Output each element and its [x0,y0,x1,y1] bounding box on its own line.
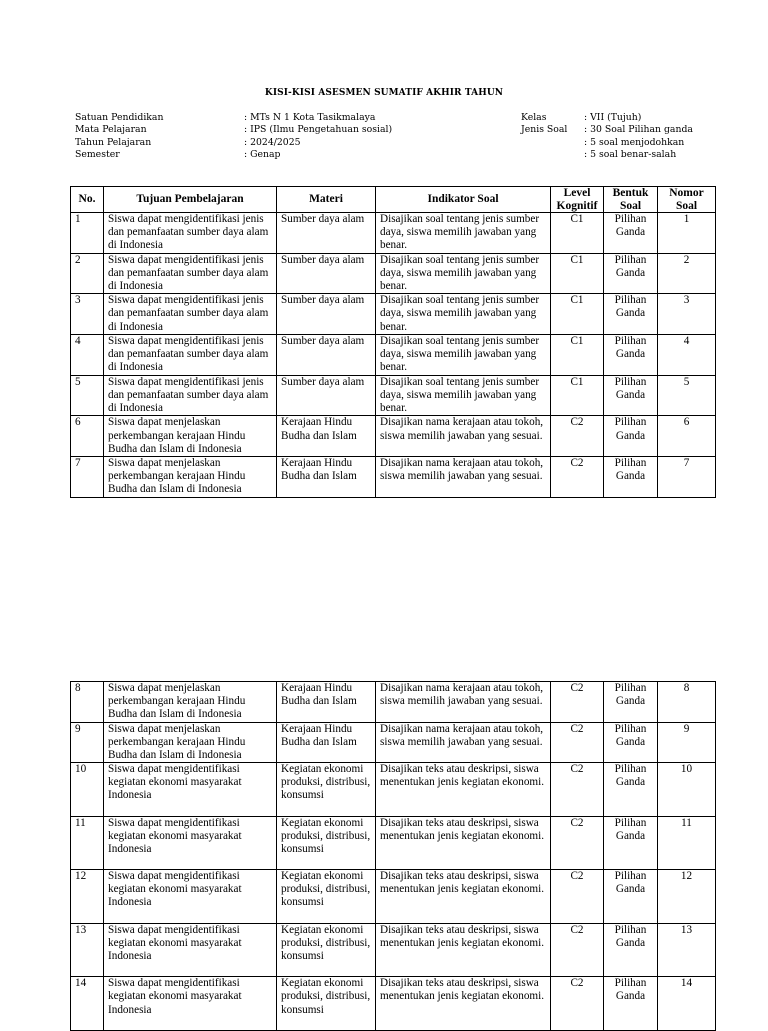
cell-materi: Kegiatan ekonomi produksi, distribusi, konsumsi [277,977,376,1031]
cell-level: C1 [551,375,604,416]
cell-indikator: Disajikan nama kerajaan atau tokoh, siswa memilih jawaban yang sesuai. [376,722,551,763]
cell-level: C1 [551,213,604,254]
cell-level: C2 [551,870,604,924]
cell-tujuan: Siswa dapat mengidentifikasi kegiatan ekonomi masyarakat Indonesia [104,763,277,817]
document-title: KISI-KISI ASESMEN SUMATIF AKHIR TAHUN [264,88,504,98]
header-indikator: Indikator Soal [376,187,551,213]
cell-no: 3 [71,294,104,335]
header-no: No. [71,187,104,213]
cell-tujuan: Siswa dapat mengidentifikasi jenis dan pemanfaatan sumber daya alam di Indonesia [104,375,277,416]
cell-indikator: Disajikan soal tentang jenis sumber daya, siswa memilih jawaban yang benar. [376,294,551,335]
cell-nomor: 5 [658,375,716,416]
cell-tujuan: Siswa dapat mengidentifikasi kegiatan ekonomi masyarakat Indonesia [104,923,277,977]
table-row [71,416,716,457]
kisi-kisi-table [70,186,716,498]
meta-value: : 2024/2025 [244,136,301,148]
meta-value: : 5 soal benar-salah [584,149,677,161]
meta-label: Jenis Soal [521,124,568,136]
cell-materi: Kerajaan Hindu Budha dan Islam [277,457,376,498]
cell-nomor: 6 [658,416,716,457]
meta-left-labels [75,112,163,162]
cell-materi: Kerajaan Hindu Budha dan Islam [277,682,376,723]
cell-tujuan: Siswa dapat mengidentifikasi kegiatan ekonomi masyarakat Indonesia [104,977,277,1031]
cell-bentuk: Pilihan Ganda [604,682,658,723]
cell-bentuk: Pilihan Ganda [604,335,658,376]
table-row [71,923,716,977]
cell-materi: Kegiatan ekonomi produksi, distribusi, konsumsi [277,816,376,870]
header-nomor: Nomor Soal [658,187,716,213]
cell-materi: Sumber daya alam [277,375,376,416]
cell-materi: Sumber daya alam [277,253,376,294]
table-row [71,870,716,924]
cell-nomor: 13 [658,923,716,977]
table-row [71,335,716,376]
cell-tujuan: Siswa dapat mengidentifikasi kegiatan ekonomi masyarakat Indonesia [104,870,277,924]
cell-indikator: Disajikan teks atau deskripsi, siswa menentukan jenis kegiatan ekonomi. [376,977,551,1031]
cell-materi: Sumber daya alam [277,335,376,376]
cell-bentuk: Pilihan Ganda [604,977,658,1031]
cell-indikator: Disajikan soal tentang jenis sumber daya, siswa memilih jawaban yang benar. [376,335,551,376]
cell-no: 2 [71,253,104,294]
cell-no: 1 [71,213,104,254]
cell-indikator: Disajikan teks atau deskripsi, siswa menentukan jenis kegiatan ekonomi. [376,923,551,977]
cell-materi: Kerajaan Hindu Budha dan Islam [277,722,376,763]
cell-level: C2 [551,923,604,977]
cell-tujuan: Siswa dapat mengidentifikasi jenis dan pemanfaatan sumber daya alam di Indonesia [104,213,277,254]
cell-level: C2 [551,457,604,498]
cell-materi: Sumber daya alam [277,294,376,335]
table-row [71,682,716,723]
cell-nomor: 10 [658,763,716,817]
cell-bentuk: Pilihan Ganda [604,722,658,763]
cell-indikator: Disajikan soal tentang jenis sumber daya, siswa memilih jawaban yang benar. [376,253,551,294]
cell-bentuk: Pilihan Ganda [604,375,658,416]
cell-level: C2 [551,816,604,870]
table-row [71,763,716,817]
cell-nomor: 4 [658,335,716,376]
cell-level: C2 [551,416,604,457]
cell-level: C2 [551,682,604,723]
cell-tujuan: Siswa dapat menjelaskan perkembangan kerajaan Hindu Budha dan Islam di Indonesia [104,416,277,457]
cell-indikator: Disajikan nama kerajaan atau tokoh, siswa memilih jawaban yang sesuai. [376,416,551,457]
cell-nomor: 3 [658,294,716,335]
meta-label [521,149,567,161]
header-bentuk: Bentuk Soal [604,187,658,213]
header-tujuan: Tujuan Pembelajaran [104,187,277,213]
cell-tujuan: Siswa dapat menjelaskan perkembangan kerajaan Hindu Budha dan Islam di Indonesia [104,682,277,723]
cell-bentuk: Pilihan Ganda [604,213,658,254]
cell-indikator: Disajikan soal tentang jenis sumber daya, siswa memilih jawaban yang benar. [376,213,551,254]
meta-label [521,137,567,149]
cell-tujuan: Siswa dapat mengidentifikasi kegiatan ekonomi masyarakat Indonesia [104,816,277,870]
cell-indikator: Disajikan nama kerajaan atau tokoh, siswa memilih jawaban yang sesuai. [376,682,551,723]
cell-bentuk: Pilihan Ganda [604,923,658,977]
cell-no: 9 [71,722,104,763]
cell-materi: Kegiatan ekonomi produksi, distribusi, konsumsi [277,870,376,924]
table-row [71,294,716,335]
table-row [71,457,716,498]
cell-level: C1 [551,335,604,376]
cell-indikator: Disajikan teks atau deskripsi, siswa menentukan jenis kegiatan ekonomi. [376,816,551,870]
table-row [71,816,716,870]
cell-nomor: 14 [658,977,716,1031]
cell-indikator: Disajikan soal tentang jenis sumber daya, siswa memilih jawaban yang benar. [376,375,551,416]
meta-label: Kelas [521,112,547,123]
cell-no: 12 [71,870,104,924]
cell-tujuan: Siswa dapat menjelaskan perkembangan kerajaan Hindu Budha dan Islam di Indonesia [104,457,277,498]
meta-value: : VII (Tujuh) [584,112,642,123]
cell-no: 6 [71,416,104,457]
cell-tujuan: Siswa dapat mengidentifikasi jenis dan pemanfaatan sumber daya alam di Indonesia [104,253,277,294]
cell-bentuk: Pilihan Ganda [604,870,658,924]
cell-bentuk: Pilihan Ganda [604,457,658,498]
meta-label: Satuan Pendidikan [75,112,164,123]
cell-nomor: 9 [658,722,716,763]
cell-no: 4 [71,335,104,376]
cell-nomor: 7 [658,457,716,498]
table-body-page1 [71,213,716,498]
cell-nomor: 1 [658,213,716,254]
cell-nomor: 8 [658,682,716,723]
table-row [71,977,716,1031]
table-body-page2 [71,682,716,1031]
meta-value: : IPS (Ilmu Pengetahuan sosial) [244,124,393,136]
table-row [71,213,716,254]
cell-nomor: 11 [658,816,716,870]
table-header-row [71,187,716,213]
meta-label: Tahun Pelajaran [75,136,152,148]
cell-materi: Sumber daya alam [277,213,376,254]
cell-no: 8 [71,682,104,723]
table-row [71,722,716,763]
meta-value: : MTs N 1 Kota Tasikmalaya [244,112,376,123]
cell-no: 11 [71,816,104,870]
cell-level: C1 [551,253,604,294]
cell-bentuk: Pilihan Ganda [604,816,658,870]
cell-indikator: Disajikan teks atau deskripsi, siswa menentukan jenis kegiatan ekonomi. [376,763,551,817]
cell-level: C2 [551,722,604,763]
cell-indikator: Disajikan nama kerajaan atau tokoh, siswa memilih jawaban yang sesuai. [376,457,551,498]
cell-level: C2 [551,977,604,1031]
cell-no: 5 [71,375,104,416]
cell-nomor: 12 [658,870,716,924]
meta-left-values [244,112,392,162]
cell-materi: Kerajaan Hindu Budha dan Islam [277,416,376,457]
meta-value: : Genap [244,149,281,161]
meta-label: Mata Pelajaran [75,124,147,136]
cell-tujuan: Siswa dapat mengidentifikasi jenis dan pemanfaatan sumber daya alam di Indonesia [104,294,277,335]
meta-label: Semester [75,149,120,161]
meta-right-values [584,112,693,162]
cell-bentuk: Pilihan Ganda [604,763,658,817]
cell-tujuan: Siswa dapat menjelaskan perkembangan kerajaan Hindu Budha dan Islam di Indonesia [104,722,277,763]
cell-level: C2 [551,763,604,817]
cell-bentuk: Pilihan Ganda [604,294,658,335]
header-level: Level Kognitif [551,187,604,213]
cell-level: C1 [551,294,604,335]
cell-no: 14 [71,977,104,1031]
cell-no: 10 [71,763,104,817]
cell-nomor: 2 [658,253,716,294]
kisi-kisi-table-continued [70,681,716,1031]
cell-tujuan: Siswa dapat mengidentifikasi jenis dan pemanfaatan sumber daya alam di Indonesia [104,335,277,376]
meta-value: : 5 soal menjodohkan [584,136,685,148]
cell-bentuk: Pilihan Ganda [604,416,658,457]
cell-materi: Kegiatan ekonomi produksi, distribusi, konsumsi [277,923,376,977]
table-row [71,253,716,294]
cell-materi: Kegiatan ekonomi produksi, distribusi, konsumsi [277,763,376,817]
cell-no: 7 [71,457,104,498]
meta-value: : 30 Soal Pilihan ganda [584,124,693,136]
header-materi: Materi [277,187,376,213]
cell-no: 13 [71,923,104,977]
cell-indikator: Disajikan teks atau deskripsi, siswa menentukan jenis kegiatan ekonomi. [376,870,551,924]
meta-right-labels [521,112,567,162]
table-row [71,375,716,416]
cell-bentuk: Pilihan Ganda [604,253,658,294]
